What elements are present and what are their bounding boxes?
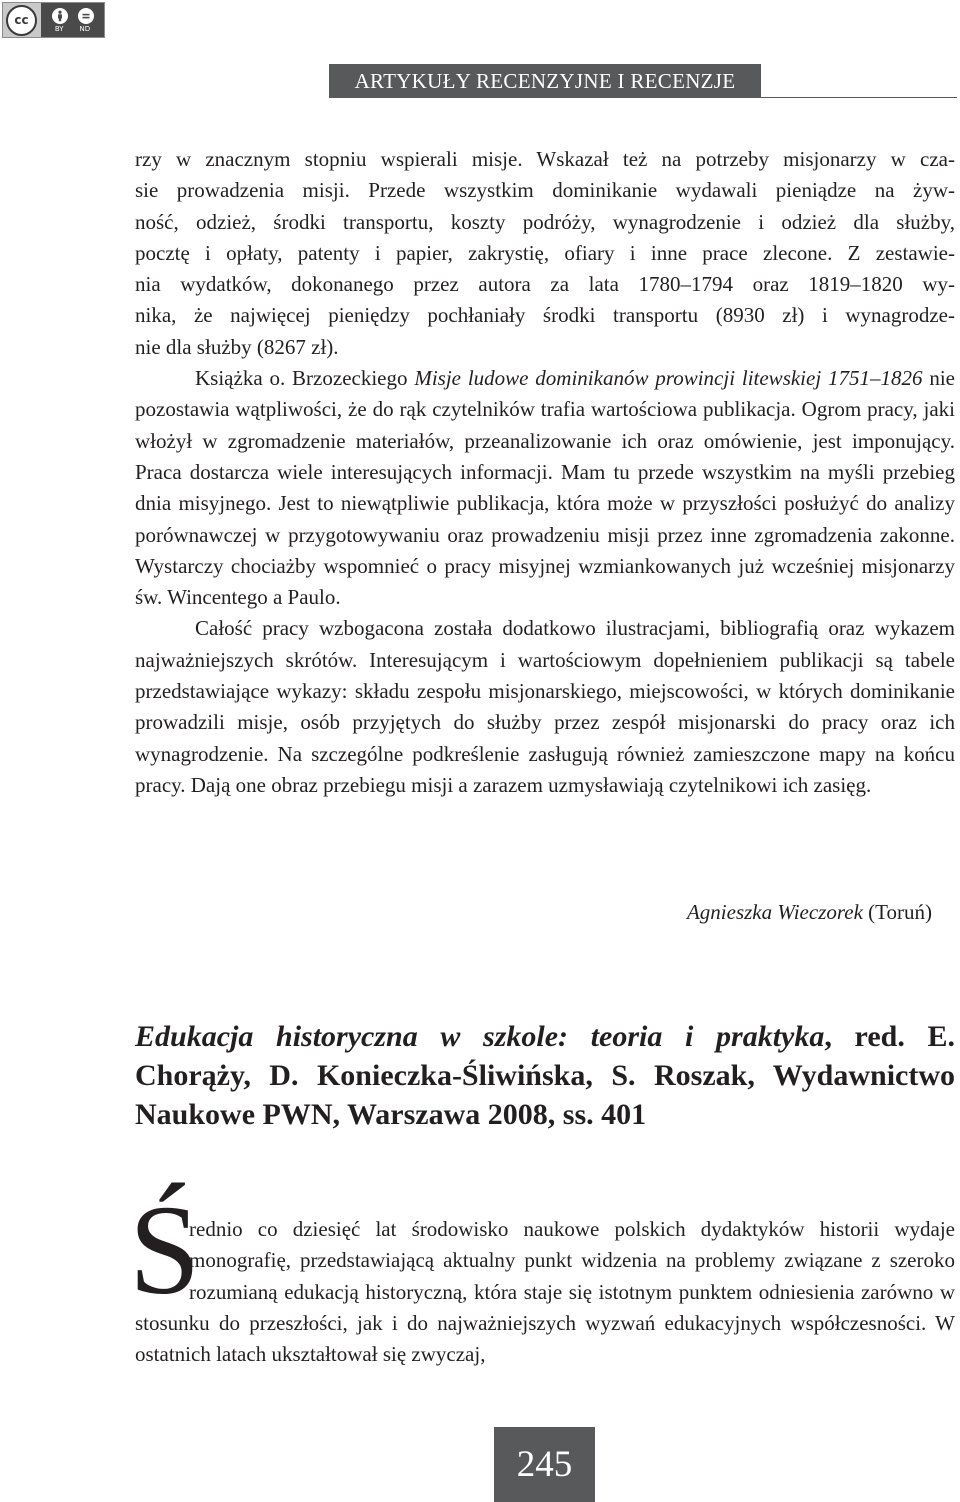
nd-label: ND: [79, 24, 91, 33]
header-rule: [329, 97, 957, 98]
nd-equals-icon: [78, 8, 94, 24]
reviewed-book-title: Edukacja historyczna w szkole: teoria i praktyka: [135, 1020, 825, 1053]
book-title: Misje ludowe dominikanów prowincji litewskiej 1751–1826: [414, 366, 923, 391]
new-review-text: [135, 1214, 955, 1370]
section-header-label: ARTYKUŁY RECENZYJNE I RECENZJE: [354, 68, 736, 93]
cc-logo-icon: cc: [6, 5, 37, 36]
reviewed-book-details: , red. E. Chorąży, D. Konieczka-Śliwińska, S. Roszak, Wydawnictwo Naukowe PWN, Warszawa 2008, ss. 401: [135, 1020, 955, 1131]
section-header: [329, 64, 761, 98]
by-person-icon: [52, 8, 68, 24]
review-title: [135, 1017, 955, 1134]
page-number: [494, 1427, 595, 1502]
drop-cap: Ś: [129, 1179, 201, 1321]
page-number-label: 245: [516, 1444, 573, 1485]
opening-paragraph: rednio co dziesięć lat środowisko naukowe polskich dydaktyków historii wydaje monografię, przedstawiającą aktualny punkt widzenia na problemy związane z szeroko rozumianą edukacją historyczną, która staje się istotnym punktem odniesienia zarówno w stosunku do przeszłości, jak i do najważniejszych wyzwań edukacyjnych współczesności. W ostatnich latach ukształtował się zwyczaj,: [135, 1217, 955, 1367]
review-signature: [687, 897, 932, 928]
paragraph-1-end: nie dla służby (8267 zł).: [135, 334, 339, 359]
cc-license-icons: [41, 3, 104, 37]
paragraph-2: Książka o. Brzozeckiego Misje ludowe dominikanów prowincji litewskiej 1751–1826 nie pozostawia wątpliwości, że do rąk czytelników trafia wartościowa publikacja. Ogrom pracy, jaki włożył w zgromadzenie materiałów, przeanalizowanie ich oraz omówienie, jest imponujący. Praca dostarcza wiele interesujących informacji. Mam tu przede wszystkim na myśli przebieg dnia misyjnego. Jest to niewątpliwie publikacja, która może w przyszłości posłużyć do analizy porównawczej w przygotowywaniu oraz prowadzeniu misji przez inne zgromadzenia zakonne. Wystarczy chociażby wspomnieć o pracy misyjnej wzmiankowanych już wcześniej misjonarzy św. Wincentego a Paulo.: [135, 366, 956, 610]
cc-license-badge: [2, 2, 105, 38]
paragraph-1: rzy w znacznym stopniu wspierali misje. Wskazał też na potrzeby misjonarzy w cza- sie prowadzenia misji. Przede wszystkim dominikanie wydawali pieniądze na żyw- ność, odzież, środki transportu, koszty podróży, wynagrodzenie i odzież dla służby, pocztę i opłaty, patenty i papier, zakrystię, ofiary i inne prace zlecone. Z zestawie- nia wydatków, dokonanego przez autora za lata 1780–1794 oraz 1819–1820 wy- nika, że najwięcej pieniędzy pochłaniały środki transportu (8930 zł) i wynagrodze-: [135, 147, 955, 328]
previous-review-text: [135, 144, 955, 801]
author-name: Agnieszka Wieczorek: [686, 900, 863, 924]
paragraph-3: Całość pracy wzbogacona została dodatkowo ilustracjami, bibliografią oraz wykazem najważniejszych skrótów. Interesującym i wartościowym dopełnieniem publikacji są tabele przedstawiające wykazy: składu zespołu misjonarskiego, miejscowości, w których dominikanie prowadzili misje, osób przyjętych do służby przez zespół misjonarski do pracy oraz ich wynagrodzenie. Na szczególne podkreślenie zasługują również zamieszczone mapy na końcu pracy. Dają one obraz przebiegu misji a zarazem uzmysławiają czytelnikowi ich zasięg.: [135, 616, 955, 797]
by-label: BY: [54, 24, 64, 33]
author-city: (Toruń): [862, 900, 932, 924]
